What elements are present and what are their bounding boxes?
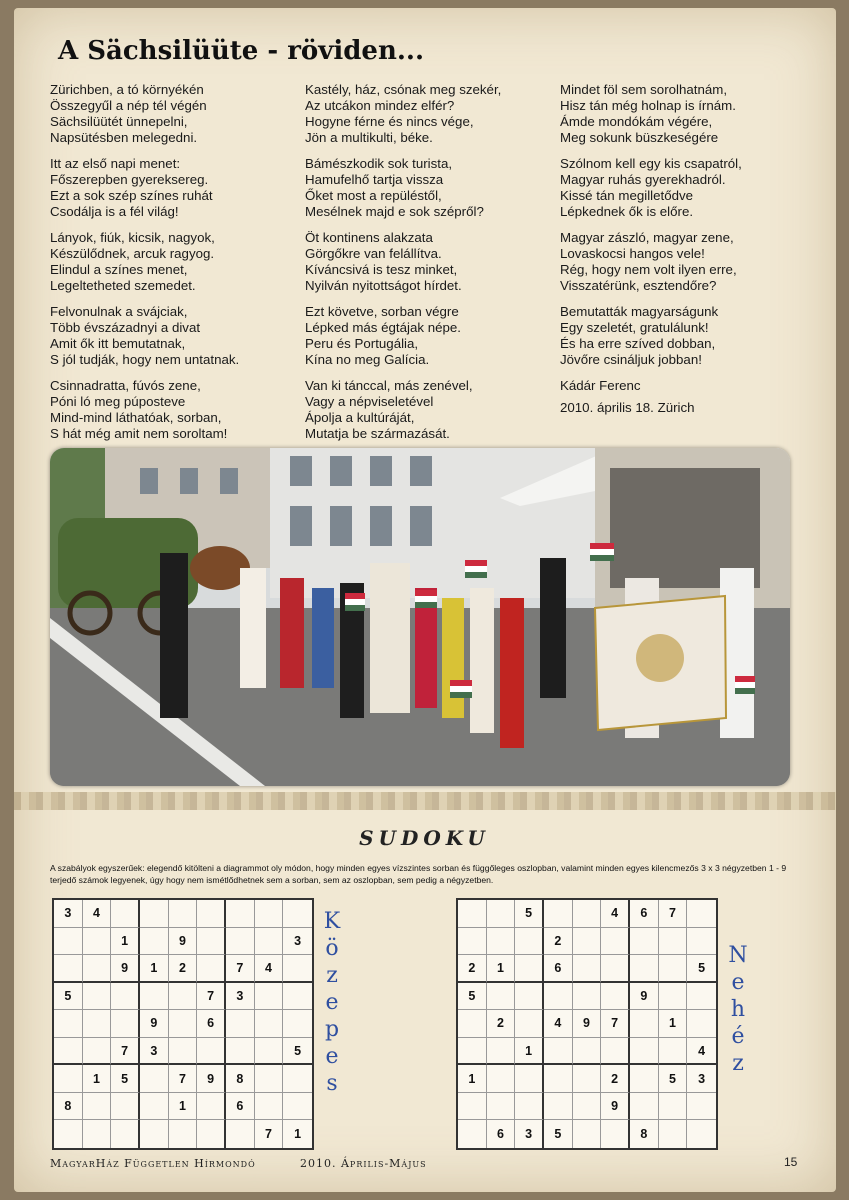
sudoku-cell[interactable] xyxy=(573,1120,602,1148)
poem-line: Jövőre csináljuk jobban! xyxy=(560,352,702,367)
poem-line: Ezt a sok szép színes ruhát xyxy=(50,188,213,203)
sudoku-cell[interactable] xyxy=(573,983,602,1011)
sudoku-cell[interactable] xyxy=(140,900,169,928)
poem-line: Ápolja a kultúráját, xyxy=(305,410,415,425)
sudoku-cell[interactable] xyxy=(83,1038,112,1066)
sudoku-cell[interactable] xyxy=(458,1010,487,1038)
sudoku-cell[interactable]: 4 xyxy=(601,900,630,928)
sudoku-cell[interactable]: 6 xyxy=(544,955,573,983)
sudoku-cell[interactable]: 7 xyxy=(111,1038,140,1066)
poem-line: Összegyűl a nép tél végén xyxy=(50,98,207,113)
sudoku-cell[interactable] xyxy=(601,1120,630,1148)
sudoku-cell[interactable] xyxy=(54,1120,83,1148)
sudoku-cell[interactable] xyxy=(515,955,544,983)
sudoku-cell[interactable] xyxy=(83,1120,112,1148)
poem-column-3 xyxy=(560,82,800,416)
sudoku-cell[interactable] xyxy=(544,1038,573,1066)
level-letter: e xyxy=(731,970,745,995)
poem-line: Vagy a népviseletével xyxy=(305,394,434,409)
sudoku-rules: A szabályok egyszerűek: elegendő kitölteni a diagrammot oly módon, hogy minden egyes vízszintes sorban és függőleges oszlopban, valamint minden egyes kilencmezős 3 x 3 négyzetben 1 - 9 terjedő számok legyenek, úgy hogy nem ismétlődhetnek sem a sorban, sem az oszlopban, sem pedig a négyzetben. xyxy=(50,863,787,885)
sudoku-cell[interactable] xyxy=(140,1093,169,1121)
sudoku-cell[interactable]: 4 xyxy=(544,1010,573,1038)
sudoku-cell[interactable] xyxy=(111,1120,140,1148)
sudoku-cell[interactable] xyxy=(515,1065,544,1093)
sudoku-cell[interactable]: 5 xyxy=(54,983,83,1011)
sudoku-cell[interactable] xyxy=(659,1120,688,1148)
sudoku-cell[interactable] xyxy=(601,955,630,983)
poem-line: Itt az első napi menet: xyxy=(50,156,181,171)
sudoku-cell[interactable] xyxy=(630,955,659,983)
sudoku-cell[interactable] xyxy=(487,928,516,956)
sudoku-cell[interactable] xyxy=(83,955,112,983)
poem-line: Napsütésben melegedni. xyxy=(50,130,198,145)
sudoku-cell[interactable] xyxy=(544,983,573,1011)
level-letter: K xyxy=(323,909,341,934)
poem-line: Egy szeletét, gratulálunk! xyxy=(560,320,709,335)
poem-line: Csinnadratta, fúvós zene, xyxy=(50,378,201,393)
poem-line: Lányok, fiúk, kicsik, nagyok, xyxy=(50,230,215,245)
page-number: 15 xyxy=(784,1155,798,1169)
sudoku-cell[interactable] xyxy=(54,955,83,983)
stanza xyxy=(50,82,290,146)
sudoku-cell[interactable] xyxy=(687,1010,716,1038)
poem-line: Jön a multikulti, béke. xyxy=(305,130,433,145)
level-label-hard xyxy=(726,942,750,1077)
sudoku-cell[interactable]: 1 xyxy=(294,1127,302,1142)
poem-line: Hogyne férne és nincs vége, xyxy=(305,114,474,129)
sudoku-cell[interactable]: 5 xyxy=(111,1065,140,1093)
poem-line: Rég, hogy nem volt ilyen erre, xyxy=(560,262,737,277)
sudoku-cell[interactable] xyxy=(458,1120,487,1148)
issue-date: 2010. Április-Május xyxy=(300,1157,427,1170)
sudoku-cell[interactable]: 7 xyxy=(169,1065,198,1093)
sudoku-cell[interactable]: 1 xyxy=(515,1038,544,1066)
sudoku-cell[interactable] xyxy=(283,983,312,1011)
sudoku-cell[interactable] xyxy=(687,1120,716,1148)
poem-line: Kissé tán megilletődve xyxy=(560,188,694,203)
poem-line: Bemutatták magyarságunk xyxy=(560,304,719,319)
stanza xyxy=(50,304,290,368)
poem-title: A Sächsilüüte - röviden... xyxy=(58,36,425,66)
sudoku-cell[interactable] xyxy=(169,900,198,928)
sudoku-cell[interactable] xyxy=(226,1038,255,1066)
sudoku-cell[interactable] xyxy=(458,900,487,928)
sudoku-cell[interactable] xyxy=(283,955,312,983)
sudoku-cell[interactable]: 1 xyxy=(83,1065,112,1093)
sudoku-cell[interactable] xyxy=(226,1120,255,1148)
poem-line: Kína no meg Galícia. xyxy=(305,352,430,367)
stanza xyxy=(305,304,545,368)
poem-line: Kastély, ház, csónak meg szekér, xyxy=(305,82,502,97)
sudoku-cell[interactable]: 1 xyxy=(111,928,140,956)
poem-line: Lépked más égtájak népe. xyxy=(305,320,461,335)
sudoku-cell[interactable]: 5 xyxy=(458,983,487,1011)
sudoku-cell[interactable] xyxy=(573,900,602,928)
stanza xyxy=(305,156,545,220)
sudoku-cell[interactable] xyxy=(659,983,688,1011)
poem-line: Mind-mind láthatóak, sorban, xyxy=(50,410,222,425)
level-letter: h xyxy=(730,997,746,1022)
sudoku-cell[interactable]: 4 xyxy=(255,955,284,983)
sudoku-cell[interactable] xyxy=(197,928,226,956)
sudoku-cell[interactable]: 9 xyxy=(197,1065,226,1093)
sudoku-cell[interactable] xyxy=(687,928,716,956)
sudoku-cell[interactable] xyxy=(255,900,284,928)
poem-line: Visszatérünk, esztendőre? xyxy=(560,278,717,293)
level-label-medium xyxy=(320,908,344,1097)
poem-line: Mindet föl sem sorolhatnám, xyxy=(560,82,728,97)
sudoku-cell[interactable] xyxy=(140,1120,169,1148)
poem-line: Magyar zászló, magyar zene, xyxy=(560,230,734,245)
sudoku-cell[interactable] xyxy=(197,955,226,983)
sudoku-grid-hard[interactable] xyxy=(456,898,718,1150)
sudoku-cell[interactable] xyxy=(226,900,255,928)
level-letter: é xyxy=(731,1024,745,1049)
sudoku-cell[interactable] xyxy=(515,1093,544,1121)
poem-line: És ha erre szíved dobban, xyxy=(560,336,716,351)
poem-line: Lépkednek ők is előre. xyxy=(560,204,694,219)
poem-line: Meg sokunk büszkeségére xyxy=(560,130,719,145)
level-letter: ö xyxy=(325,936,339,961)
sudoku-cell[interactable]: 5 xyxy=(283,1038,312,1066)
sudoku-cell[interactable]: 3 xyxy=(226,983,255,1011)
sudoku-cell[interactable] xyxy=(458,1093,487,1121)
sudoku-cell[interactable]: 1 xyxy=(659,1010,688,1038)
sudoku-cell[interactable] xyxy=(54,1010,83,1038)
sudoku-cell[interactable] xyxy=(515,1010,544,1038)
torn-paper-edge xyxy=(14,792,836,810)
parade-photo xyxy=(50,448,790,786)
sudoku-cell[interactable] xyxy=(687,1093,716,1121)
stanza xyxy=(305,378,545,442)
sudoku-cell[interactable]: 7 xyxy=(226,955,255,983)
stanza xyxy=(305,82,545,146)
poem-line: Póni ló meg púposteve xyxy=(50,394,186,409)
poem-line: Peru és Portugália, xyxy=(305,336,419,351)
date-place: 2010. április 18. Zürich xyxy=(560,400,695,415)
sudoku-cell[interactable]: 2 xyxy=(601,1065,630,1093)
sudoku-cell[interactable] xyxy=(197,900,226,928)
sudoku-cell[interactable] xyxy=(169,1010,198,1038)
sudoku-cell[interactable]: 3 xyxy=(687,1065,716,1093)
sudoku-cell[interactable]: 9 xyxy=(111,955,140,983)
sudoku-cell[interactable]: 5 xyxy=(659,1065,688,1093)
sudoku-cell[interactable] xyxy=(544,900,573,928)
sudoku-cell[interactable] xyxy=(140,983,169,1011)
publication-name: MagyarHáz Független Hírmondó xyxy=(50,1157,256,1170)
author-name: Kádár Ferenc xyxy=(560,378,641,393)
sudoku-cell[interactable] xyxy=(197,1038,226,1066)
sudoku-cell[interactable] xyxy=(487,900,516,928)
poem-column-2 xyxy=(305,82,545,452)
sudoku-cell[interactable] xyxy=(601,1038,630,1066)
sudoku-cell[interactable] xyxy=(487,983,516,1011)
sudoku-cell[interactable] xyxy=(283,1010,312,1038)
sudoku-cell[interactable] xyxy=(111,983,140,1011)
poem-line: Mutatja be származását. xyxy=(305,426,450,441)
sudoku-cell[interactable] xyxy=(544,1093,573,1121)
sudoku-cell[interactable]: 7 xyxy=(255,1120,284,1148)
sudoku-cell[interactable]: 4 xyxy=(687,1038,716,1066)
level-letter: e xyxy=(325,990,339,1015)
sudoku-cell[interactable] xyxy=(573,955,602,983)
sudoku-cell[interactable]: 2 xyxy=(458,955,487,983)
sudoku-cell[interactable] xyxy=(659,1038,688,1066)
sudoku-cell[interactable] xyxy=(573,1093,602,1121)
sudoku-cell[interactable]: 5 xyxy=(515,900,544,928)
sudoku-cell[interactable] xyxy=(659,955,688,983)
poem-line: Mesélnek majd e sok szépről? xyxy=(305,204,484,219)
poem-line: Magyar ruhás gyerekhadról. xyxy=(560,172,726,187)
sudoku-cell[interactable]: 6 xyxy=(197,1010,226,1038)
sudoku-cell[interactable] xyxy=(83,1010,112,1038)
sudoku-cell[interactable] xyxy=(630,928,659,956)
sudoku-cell[interactable] xyxy=(630,1065,659,1093)
sudoku-cell[interactable]: 9 xyxy=(630,983,659,1011)
parade-illustration xyxy=(50,448,790,786)
sudoku-cell[interactable]: 7 xyxy=(659,900,688,928)
sudoku-cell[interactable]: 5 xyxy=(687,955,716,983)
sudoku-cell[interactable] xyxy=(54,1065,83,1093)
stanza xyxy=(305,230,545,294)
level-letter: z xyxy=(732,1051,744,1076)
poem-line: Zürichben, a tó környékén xyxy=(50,82,204,97)
poem-line: Lovaskocsi hangos vele! xyxy=(560,246,705,261)
level-letter: e xyxy=(325,1044,339,1069)
sudoku-cell[interactable] xyxy=(83,983,112,1011)
sudoku-cell[interactable] xyxy=(601,928,630,956)
stanza xyxy=(560,82,800,146)
coachman xyxy=(160,553,188,718)
poem-line: Őket most a repüléstől, xyxy=(305,188,442,203)
stanza xyxy=(50,230,290,294)
sudoku-cell[interactable]: 2 xyxy=(544,928,573,956)
sudoku-cell[interactable] xyxy=(140,928,169,956)
stanza xyxy=(50,378,290,442)
sudoku-cell[interactable]: 5 xyxy=(544,1120,573,1148)
sudoku-cell[interactable] xyxy=(283,1065,312,1093)
sudoku-cell[interactable] xyxy=(255,1010,284,1038)
sudoku-cell[interactable]: 1 xyxy=(140,955,169,983)
sudoku-cell[interactable] xyxy=(573,1038,602,1066)
sudoku-cell[interactable]: 7 xyxy=(601,1010,630,1038)
sudoku-cell[interactable] xyxy=(487,1093,516,1121)
poem-line: Sächsilüütét ünnepelni, xyxy=(50,114,188,129)
sudoku-cell[interactable] xyxy=(255,928,284,956)
sudoku-cell[interactable] xyxy=(487,1038,516,1066)
sudoku-cell[interactable] xyxy=(659,928,688,956)
sudoku-cell[interactable] xyxy=(630,1038,659,1066)
sudoku-cell[interactable] xyxy=(601,983,630,1011)
poem-line: Elindul a színes menet, xyxy=(50,262,188,277)
poem-line: Bámészkodik sok turista, xyxy=(305,156,453,171)
sudoku-cell[interactable]: 9 xyxy=(140,1010,169,1038)
poem-line: Van ki tánccal, más zenével, xyxy=(305,378,473,393)
sudoku-cell[interactable] xyxy=(54,1038,83,1066)
poem-line: Kíváncsivá is tesz minket, xyxy=(305,262,458,277)
sudoku-cell[interactable]: 3 xyxy=(140,1038,169,1066)
sudoku-cell[interactable] xyxy=(111,900,140,928)
sudoku-cell[interactable]: 9 xyxy=(573,1010,602,1038)
sudoku-cell[interactable] xyxy=(487,1065,516,1093)
sudoku-cell[interactable] xyxy=(515,928,544,956)
poem-line: Görgőkre van felállítva. xyxy=(305,246,442,261)
poem-line: Öt kontinens alakzata xyxy=(305,230,433,245)
sudoku-cell[interactable] xyxy=(111,1010,140,1038)
poem-line: Az utcákon mindez elfér? xyxy=(305,98,455,113)
poem-line: Hamufelhő tartja vissza xyxy=(305,172,444,187)
sudoku-cell[interactable] xyxy=(255,1065,284,1093)
sudoku-cell[interactable]: 9 xyxy=(601,1093,630,1121)
sudoku-cell[interactable] xyxy=(169,983,198,1011)
sudoku-cell[interactable]: 8 xyxy=(630,1120,659,1148)
sudoku-cell[interactable]: 6 xyxy=(487,1120,516,1148)
poem-line: Nyilván nyitottságot hírdet. xyxy=(305,278,462,293)
sudoku-grid-medium[interactable] xyxy=(52,898,314,1150)
sudoku-cell[interactable]: 3 xyxy=(515,1120,544,1148)
sudoku-cell[interactable] xyxy=(226,928,255,956)
sudoku-cell[interactable] xyxy=(255,1038,284,1066)
sudoku-cell[interactable] xyxy=(687,983,716,1011)
sudoku-cell[interactable]: 3 xyxy=(283,928,312,956)
stanza xyxy=(560,304,800,368)
poem-line: Készülődnek, arcuk ragyog. xyxy=(50,246,215,261)
poem-line: Amit ők itt bemutatnak, xyxy=(50,336,186,351)
sudoku-heading: SUDOKU xyxy=(359,826,490,850)
sudoku-cell[interactable] xyxy=(458,928,487,956)
stanza xyxy=(560,156,800,220)
sudoku-cell[interactable] xyxy=(169,1038,198,1066)
poem-line: S jól tudják, hogy nem untatnak. xyxy=(50,352,240,367)
sudoku-cell[interactable] xyxy=(255,983,284,1011)
sudoku-cell[interactable] xyxy=(515,983,544,1011)
sudoku-cell[interactable] xyxy=(226,1010,255,1038)
sudoku-cell[interactable] xyxy=(111,1093,140,1121)
sudoku-cell[interactable]: 2 xyxy=(487,1010,516,1038)
sudoku-cell[interactable]: 9 xyxy=(169,928,198,956)
stanza xyxy=(560,230,800,294)
sudoku-cell[interactable]: 1 xyxy=(487,955,516,983)
poem-line: Csodálja is a fél világ! xyxy=(50,204,179,219)
stanza xyxy=(50,156,290,220)
sudoku-cell[interactable]: 6 xyxy=(630,900,659,928)
sudoku-cell[interactable] xyxy=(659,1093,688,1121)
sudoku-cell[interactable]: 8 xyxy=(54,1093,83,1121)
sudoku-cell[interactable] xyxy=(687,900,716,928)
sudoku-cell[interactable] xyxy=(630,1093,659,1121)
sudoku-cell[interactable]: 1 xyxy=(169,1093,198,1121)
sudoku-cell[interactable] xyxy=(544,1065,573,1093)
sudoku-cell[interactable]: 8 xyxy=(226,1065,255,1093)
sudoku-cell[interactable] xyxy=(283,900,312,928)
sudoku-cell[interactable] xyxy=(573,1065,602,1093)
poem-line: Felvonulnak a svájciak, xyxy=(50,304,188,319)
poem-line: Hisz tán még holnap is írnám. xyxy=(560,98,736,113)
sudoku-cell[interactable] xyxy=(197,1093,226,1121)
sudoku-cell[interactable] xyxy=(458,1038,487,1066)
sudoku-cell[interactable]: 2 xyxy=(169,955,198,983)
sudoku-cell[interactable] xyxy=(83,1093,112,1121)
sudoku-cell[interactable] xyxy=(197,1120,226,1148)
poem-column-1 xyxy=(50,82,290,452)
sudoku-cell[interactable]: 6 xyxy=(226,1093,255,1121)
sudoku-cell[interactable] xyxy=(140,1065,169,1093)
sudoku-cell[interactable] xyxy=(255,1093,284,1121)
level-letter: z xyxy=(326,963,338,988)
poem-line: Főszerepben gyereksereg. xyxy=(50,172,209,187)
poem-line: Szólnom kell egy kis csapatról, xyxy=(560,156,742,171)
poem-line: S hát még amit nem soroltam! xyxy=(50,426,228,441)
sudoku-cell[interactable] xyxy=(630,1010,659,1038)
level-letter: N xyxy=(728,943,748,968)
sudoku-cell[interactable] xyxy=(83,928,112,956)
sudoku-cell[interactable] xyxy=(54,928,83,956)
sudoku-cell[interactable]: 4 xyxy=(83,900,112,928)
sudoku-cell[interactable]: 3 xyxy=(54,900,83,928)
poem-line: Több évszázadnyi a divat xyxy=(50,320,201,335)
poem-line: Ámde mondókám végére, xyxy=(560,114,713,129)
poem-line: Legeltetheted szemedet. xyxy=(50,278,196,293)
sudoku-cell[interactable]: 1 xyxy=(458,1065,487,1093)
poem-line: Ezt követve, sorban végre xyxy=(305,304,459,319)
sudoku-cell[interactable] xyxy=(573,928,602,956)
sudoku-cell[interactable] xyxy=(283,1093,312,1121)
level-letter: s xyxy=(326,1071,338,1096)
level-letter: p xyxy=(324,1017,340,1042)
sudoku-cell[interactable] xyxy=(169,1120,198,1148)
sudoku-cell[interactable]: 7 xyxy=(197,983,226,1011)
